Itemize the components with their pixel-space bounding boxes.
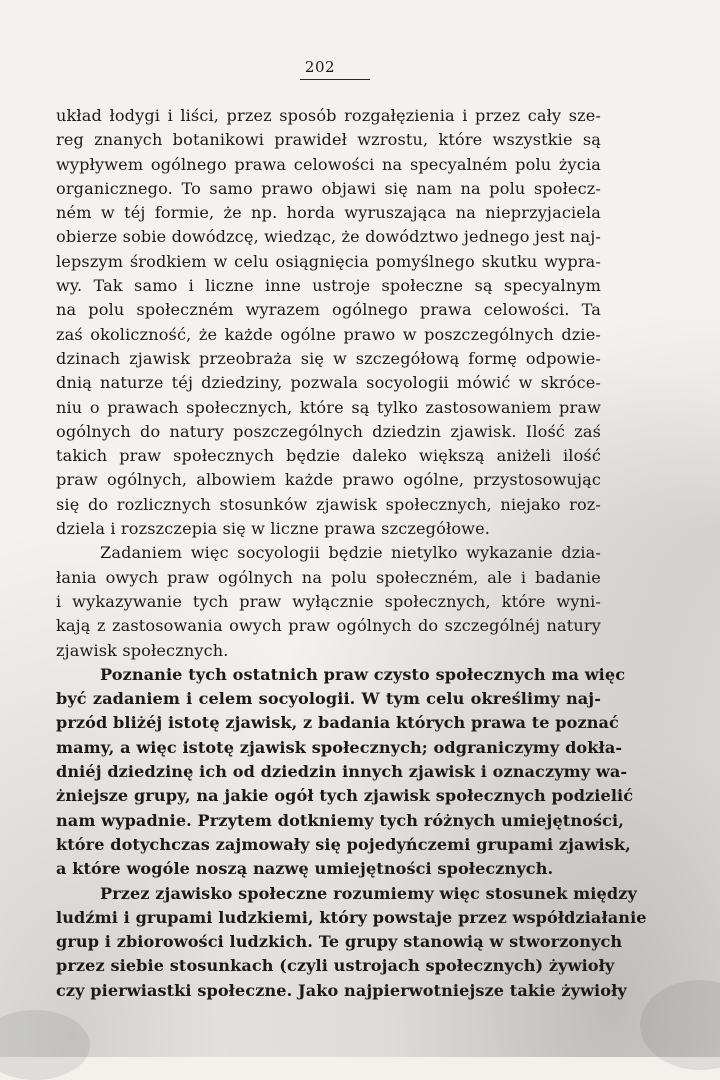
text-line: się do rozlicznych stosunków zjawisk społecznych, niejako roz-	[56, 494, 601, 514]
text-line: reg znanych botanikowi prawideł wzrostu, które wszystkie są	[56, 130, 601, 150]
paragraph	[56, 104, 601, 541]
text-line: mamy, a więc istotę zjawisk społecznych; odgraniczymy dokła-	[56, 737, 623, 757]
text-line: praw ogólnych, albowiem każde prawo ogólne, przystosowując	[56, 470, 601, 490]
text-line: organicznego. To samo prawo objawi się nam na polu społecz-	[56, 178, 601, 198]
text-line: które dotychczas zajmowały się pojedyńczemi grupami zjawisk,	[56, 834, 631, 854]
text-line: ném w téj formie, że np. horda wyruszająca na nieprzyjaciela	[56, 203, 601, 223]
text-line: obierze sobie dowódzcę, wiedząc, że dowództwo jednego jest naj-	[56, 227, 601, 247]
text-line: kają z zastosowania owych praw ogólnych do szczególnéj natury	[56, 616, 601, 636]
page-number: 202	[304, 58, 336, 76]
scan-shadow	[0, 1010, 90, 1080]
text-line: takich praw społecznych będzie daleko większą aniżeli ilość	[56, 446, 601, 466]
text-line: dziela i rozszczepia się w liczne prawa szczegółowe.	[56, 519, 491, 539]
text-line: dnią naturze téj dziedziny, pozwala socyologii mówić w skróce-	[56, 373, 601, 393]
text-line: wy. Tak samo i liczne inne ustroje społeczne są specyalnym	[56, 276, 601, 296]
text-line: być zadaniem i celem socyologii. W tym celu określimy naj-	[56, 689, 601, 709]
text-line: dzinach zjawisk przeobraża się w szczegółową formę odpowie-	[56, 348, 601, 368]
text-line: a które wogóle noszą nazwę umiejętności społecznych.	[56, 859, 554, 879]
text-line: łania owych praw ogólnych na polu społeczném, ale i badanie	[56, 567, 601, 587]
paragraph	[56, 882, 647, 1003]
text-line: zjawisk społecznych.	[56, 640, 229, 660]
body-text	[56, 104, 647, 1003]
page-number-rule	[300, 79, 370, 80]
text-line: i wykazywanie tych praw wyłącznie społecznych, które wyni-	[56, 591, 601, 611]
text-line: ogólnych do natury poszczególnych dziedzin zjawisk. Ilość zaś	[56, 421, 601, 441]
text-line: przód bliżéj istotę zjawisk, z badania których prawa te poznać	[56, 713, 619, 733]
text-line: niu o prawach społecznych, które są tylko zastosowaniem praw	[56, 397, 601, 417]
text-line: ludźmi i grupami ludzkiemi, który powstaje przez współdziałanie	[56, 907, 647, 927]
text-line: Poznanie tych ostatnich praw czysto społecznych ma więc	[100, 664, 626, 684]
text-line: nam wypadnie. Przytem dotkniemy tych różnych umiejętności,	[56, 810, 624, 830]
text-line: przez siebie stosunkach (czyli ustrojach społecznych) żywioły	[56, 956, 615, 976]
text-line: układ łodygi i liści, przez sposób rozgałęzienia i przez cały sze-	[56, 106, 601, 125]
text-line: Zadaniem więc socyologii będzie nietylko wykazanie dzia-	[100, 543, 601, 563]
text-line: na polu społeczném wyrazem ogólnego prawa celowości. Ta	[56, 300, 601, 320]
text-line: grup i zbiorowości ludzkich. Te grupy stanowią w stworzonych	[56, 932, 623, 952]
text-line: czy pierwiastki społeczne. Jako najpierwotniejsze takie żywioły	[56, 980, 627, 1000]
paragraph	[56, 541, 601, 662]
text-line: żniejsze grupy, na jakie ogół tych zjawisk społecznych podzielić	[56, 786, 634, 806]
text-line: wypływem ogólnego prawa celowości na specyalném polu życia	[56, 154, 601, 174]
paragraph	[56, 663, 634, 882]
text-line: lepszym środkiem w celu osiągnięcia pomyślnego skutku wypra-	[56, 251, 601, 271]
text-line: Przez zjawisko społeczne rozumiemy więc stosunek między	[100, 883, 637, 903]
text-line: zaś okoliczność, że każde ogólne prawo w poszczególnych dzie-	[56, 324, 601, 344]
text-line: dniéj dziedzinę ich od dziedzin innych zjawisk i oznaczymy wa-	[56, 762, 628, 782]
